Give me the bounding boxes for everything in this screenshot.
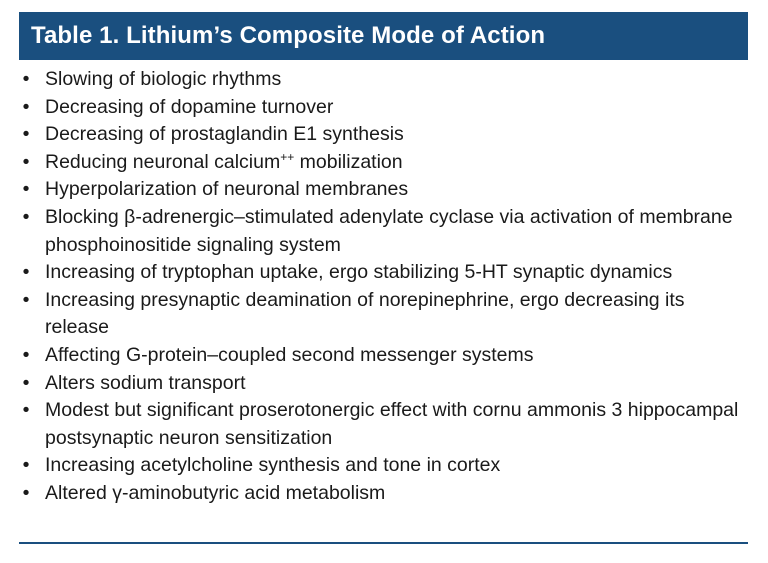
bullet-icon: • [22, 454, 30, 477]
list-item [19, 342, 748, 370]
list-item-text: Blocking β-adrenergic–stimulated adenylate cyclase via activation of membrane phosphoinositide signaling system [45, 205, 733, 256]
bullet-icon: • [22, 261, 30, 284]
list-item [19, 121, 748, 149]
list-item-text: Altered γ-aminobutyric acid metabolism [45, 481, 386, 504]
bullet-icon: • [22, 95, 30, 118]
list-item [19, 176, 748, 204]
superscript-charge: ++ [280, 149, 295, 164]
list-item [19, 397, 748, 452]
list-item-text: Increasing presynaptic deamination of norepinephrine, ergo decreasing its release [45, 288, 685, 339]
bullet-icon: • [22, 288, 30, 311]
list-item-text: Reducing neuronal calcium [45, 150, 281, 173]
list-item-text: Decreasing of prostaglandin E1 synthesis [45, 123, 404, 146]
list-item-text: Affecting G-protein–coupled second messenger systems [45, 343, 534, 366]
bullet-icon: • [22, 399, 30, 422]
bullet-icon: • [22, 123, 30, 146]
bullet-icon: • [22, 205, 30, 228]
list-item-text: Increasing of tryptophan uptake, ergo stabilizing 5-HT synaptic dynamics [45, 261, 673, 284]
bullet-icon: • [22, 343, 30, 366]
list-item [19, 259, 748, 287]
list-item [19, 204, 748, 259]
bullet-icon: • [22, 178, 30, 201]
bullet-icon: • [22, 150, 30, 173]
list-item-text: Modest but significant proserotonergic effect with cornu ammonis 3 hippocampal postsynaptic neuron sensitization [45, 399, 739, 449]
list-item [19, 287, 748, 342]
list-item-text: Alters sodium transport [45, 371, 246, 394]
table-title: Table 1. Lithium’s Composite Mode of Action [31, 22, 546, 49]
list-item [19, 94, 748, 122]
list-item [19, 370, 748, 398]
list-item [19, 149, 748, 177]
table-title-bar [19, 12, 748, 60]
list-item-text: Increasing acetylcholine synthesis and tone in cortex [45, 454, 501, 477]
list-item [19, 480, 748, 508]
mode-of-action-list [19, 66, 748, 508]
list-item-text: Slowing of biologic rhythms [45, 68, 282, 90]
list-item-text-rest: mobilization [294, 150, 403, 173]
list-item [19, 66, 748, 94]
list-item [19, 452, 748, 480]
list-item-text: Decreasing of dopamine turnover [45, 95, 334, 118]
bullet-icon: • [22, 68, 30, 90]
bullet-icon: • [22, 371, 30, 394]
list-item-text: Hyperpolarization of neuronal membranes [45, 178, 409, 201]
bullet-icon: • [22, 481, 30, 504]
table-bottom-rule [19, 542, 748, 544]
